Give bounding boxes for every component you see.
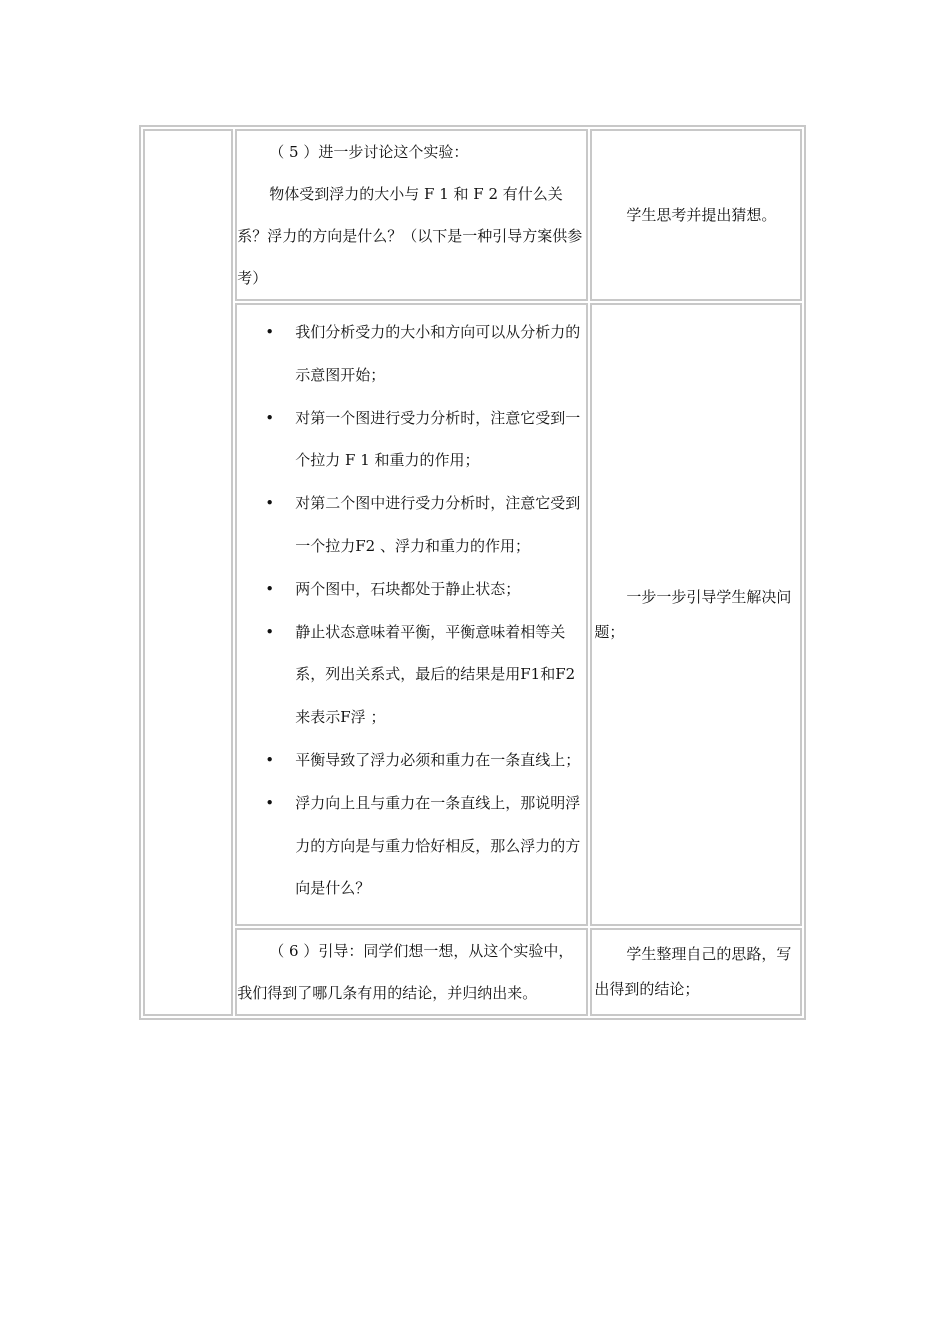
bullet-icon: • [265, 750, 275, 769]
step6-activity: 学生整理自己的思路，写出得到的结论； [594, 945, 792, 999]
list-item: • 两个图中，石块都处于静止状态； [237, 568, 580, 611]
content-cell-step5 [235, 129, 588, 301]
lesson-plan-table [139, 125, 806, 1020]
guide-list [237, 305, 586, 924]
step5-question: 物体受到浮力的大小与 F 1 和 F 2 有什么关系？浮力的方向是什么？（以下是一种引导方案供参考） [237, 185, 583, 287]
step6-prompt: （ 6 ）引导：同学们想一想，从这个实验中，我们得到了哪几条有用的结论，并归纳出来。 [237, 942, 574, 1003]
bullet-icon: • [265, 622, 275, 641]
content-cell-guide [235, 303, 588, 926]
empty-left-cell [143, 129, 233, 1016]
table-row [143, 129, 802, 301]
bullet-icon: • [265, 408, 275, 427]
step5-activity: 学生思考并提出猜想。 [626, 205, 777, 224]
list-item: • 我们分析受力的大小和方向可以从分析力的示意图开始； [237, 311, 580, 397]
list-item: • 平衡导致了浮力必须和重力在一条直线上； [237, 739, 580, 782]
list-item: • 对第二个图中进行受力分析时，注意它受到一个拉力F2 、浮力和重力的作用； [237, 482, 580, 568]
list-item: • 对第一个图进行受力分析时，注意它受到一个拉力 F 1 和重力的作用； [237, 397, 580, 483]
bullet-icon: • [265, 323, 275, 341]
table-row [143, 928, 802, 1016]
bullet-icon: • [265, 579, 275, 598]
content-cell-step6 [235, 928, 588, 1016]
list-item: • 浮力向上且与重力在一条直线上，那说明浮力的方向是与重力恰好相反，那么浮力的方向是什么？ [237, 782, 580, 910]
guide-activity: 一步一步引导学生解决问题； [594, 587, 792, 641]
activity-cell-step5 [590, 129, 802, 301]
activity-cell-step6 [590, 928, 802, 1016]
activity-cell-guide [590, 303, 802, 926]
bullet-icon: • [265, 793, 275, 812]
step5-heading: （ 5 ）进一步讨论这个实验： [269, 143, 469, 161]
bullet-icon: • [265, 494, 275, 513]
list-item: • 静止状态意味着平衡，平衡意味着相等关系，列出关系式，最后的结果是用F1和F2来表示F浮 ； [237, 611, 580, 739]
table-row [143, 303, 802, 926]
